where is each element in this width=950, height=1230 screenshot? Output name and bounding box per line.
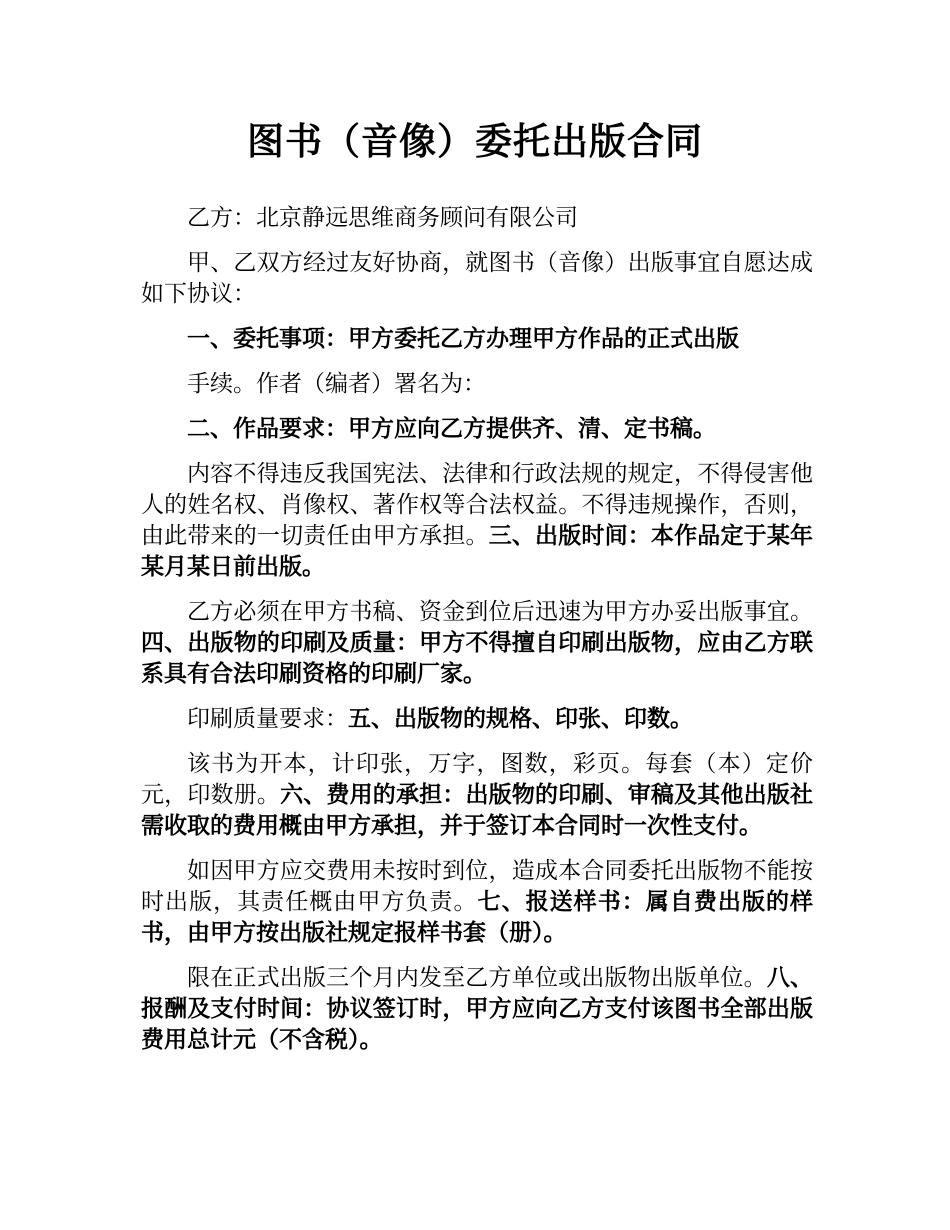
paragraph-clause-2-heading bbox=[141, 414, 813, 445]
document-body bbox=[141, 203, 813, 1070]
clause-heading: 一、委托事项：甲方委托乙方办理甲方作品的正式出版 bbox=[187, 326, 739, 352]
clause-heading: 八、报酬及支付时间：协议签订时，甲方应向乙方支付该图书全部出版费用总计元（不含税）。 bbox=[141, 965, 814, 1053]
paragraph-clause-6-body bbox=[141, 856, 813, 949]
clause-heading: 七、报送样书：属自费出版的样书，由甲方按出版社规定报样书套（册）。 bbox=[141, 889, 814, 946]
clause-heading: 三、出版时间：本作品定于某年某月某日前出版。 bbox=[141, 523, 814, 580]
clause-heading: 二、作品要求：甲方应向乙方提供齐、清、定书稿。 bbox=[187, 416, 716, 442]
paragraph-clause-3-body bbox=[141, 597, 813, 690]
paragraph-text: 乙方：北京静远思维商务顾问有限公司 bbox=[187, 205, 578, 231]
paragraph-text: 甲、乙双方经过友好协商，就图书（音像）出版事宜自愿达成如下协议： bbox=[141, 250, 813, 307]
paragraph-text: 乙方必须在甲方书稿、资金到位后迅速为甲方办妥出版事宜。 bbox=[187, 599, 813, 625]
paragraph-clause-1-heading bbox=[141, 324, 813, 355]
clause-heading: 五、出版物的规格、印张、印数。 bbox=[348, 706, 693, 732]
clause-heading: 六、费用的承担：出版物的印刷、审稿及其他出版社需收取的费用概由甲方承担，并于签订本合同时一次性支付。 bbox=[141, 782, 814, 839]
paragraph-clause-7-body bbox=[141, 963, 813, 1056]
paragraph-text: 手续。作者（编者）署名为： bbox=[187, 371, 486, 397]
paragraph-clause-5-body bbox=[141, 749, 813, 842]
paragraph-text: 限在正式出版三个月内发至乙方单位或出版物出版单位。 bbox=[187, 965, 767, 991]
paragraph-text: 如因甲方应交费用未按时到位，造成本合同委托出版物不能按时出版，其责任概由甲方负责。 bbox=[141, 858, 813, 915]
paragraph-party-b bbox=[141, 203, 813, 234]
paragraph-clause-2-body bbox=[141, 459, 813, 583]
clause-heading: 四、出版物的印刷及质量：甲方不得擅自印刷出版物，应由乙方联系具有合法印刷资格的印刷厂家。 bbox=[141, 630, 813, 687]
paragraph-text: 内容不得违反我国宪法、法律和行政法规的规定，不得侵害他人的姓名权、肖像权、著作权等合法权益。不得违规操作，否则，由此带来的一切责任由甲方承担。 bbox=[141, 461, 813, 549]
document-title: 图书（音像）委托出版合同 bbox=[247, 120, 703, 163]
paragraph-preamble bbox=[141, 248, 813, 310]
paragraph-clause-4-body bbox=[141, 704, 813, 735]
paragraph-text: 该书为开本，计印张，万字，图数，彩页。每套（本）定价元，印数册。 bbox=[141, 751, 813, 808]
paragraph-clause-1-body bbox=[141, 369, 813, 400]
paragraph-text: 印刷质量要求： bbox=[187, 706, 348, 732]
